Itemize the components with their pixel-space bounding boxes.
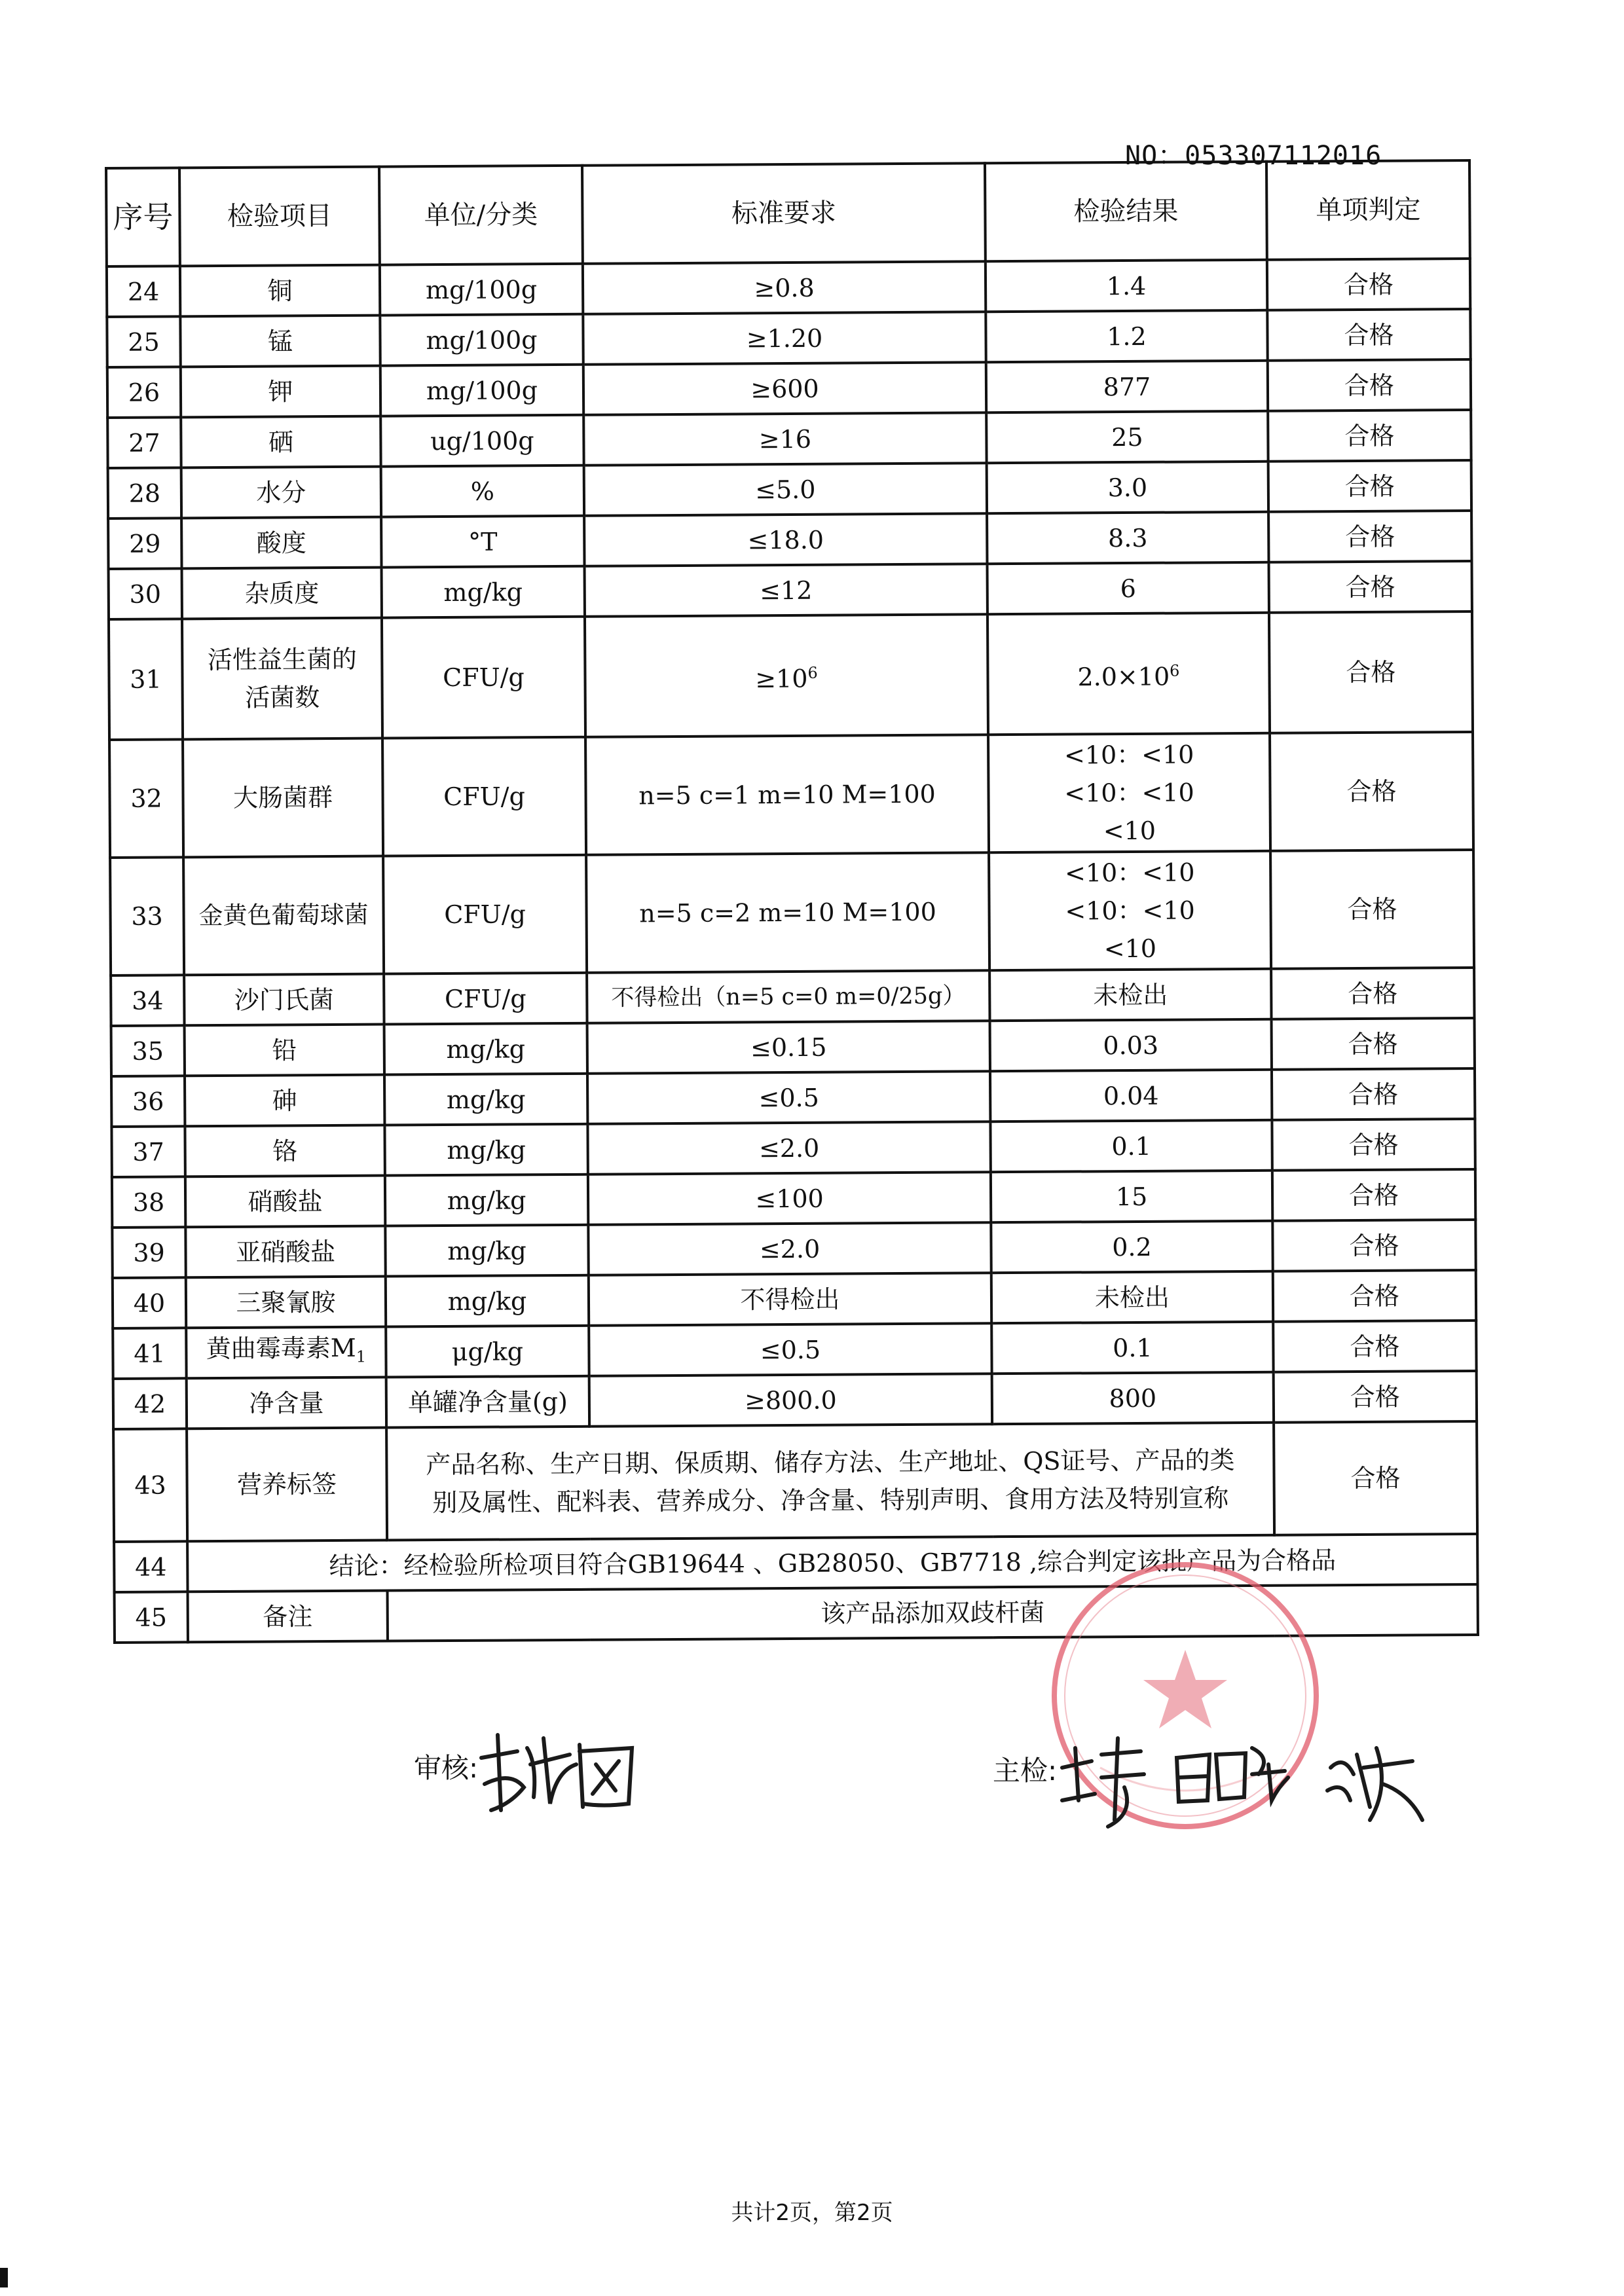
cell-requirement: ≥1.20: [583, 312, 986, 365]
cell-judgement: 合格: [1268, 410, 1471, 462]
cell-item: 三聚氰胺: [186, 1277, 386, 1328]
table-row: [109, 732, 1473, 858]
cell-seq: 30: [109, 568, 182, 619]
cell-label-content: [386, 1423, 1274, 1540]
cell-item: 大肠菌群: [183, 738, 383, 858]
cell-item: 铬: [185, 1125, 384, 1177]
cell-item: 铅: [185, 1025, 384, 1076]
cell-result: 0.2: [991, 1221, 1272, 1273]
header-item: 检验项目: [179, 167, 380, 266]
cell-seq: 34: [111, 975, 184, 1026]
cell-requirement: ≥600: [583, 362, 986, 415]
cell-unit: CFU/g: [384, 973, 587, 1025]
cell-seq: 26: [107, 367, 181, 418]
inspector-label: 主检:: [993, 1755, 1058, 1787]
cell-requirement: n=5 c=2 m=10 M=100: [586, 852, 989, 973]
cell-seq: 27: [107, 417, 181, 468]
table-row: [111, 1068, 1475, 1127]
cell-result: 3.0: [987, 462, 1268, 513]
cell-result: [988, 733, 1270, 852]
cell-unit: CFU/g: [383, 855, 587, 974]
cell-result: 未检出: [991, 1271, 1273, 1323]
cell-judgement: 合格: [1270, 850, 1474, 969]
table-header-row: [106, 160, 1470, 266]
cell-unit: mg/kg: [384, 1023, 587, 1075]
cell-seq: 33: [110, 857, 184, 975]
result-base: 2.0×10: [1077, 661, 1170, 691]
cell-result: 6: [987, 562, 1269, 614]
cell-item: 营养标签: [187, 1428, 387, 1542]
report-number: NO：053307112016: [1125, 141, 1382, 171]
table-row: [107, 359, 1471, 418]
cell-unit: CFU/g: [382, 737, 586, 856]
requirement-exponent: 6: [807, 663, 818, 682]
cell-seq: 39: [112, 1227, 185, 1278]
table-row: [112, 1169, 1475, 1228]
result-line: <10: [1103, 816, 1156, 846]
cell-item: 水分: [181, 467, 381, 519]
cell-unit: mg/100g: [380, 314, 583, 366]
cell-result: 8.3: [987, 512, 1268, 564]
cell-unit: 单罐净含量(g): [386, 1376, 589, 1428]
cell-judgement: 合格: [1269, 561, 1472, 613]
scan-edge-mark: [0, 2268, 8, 2287]
cell-seq: 28: [108, 467, 181, 519]
cell-requirement: ≤0.15: [587, 1021, 990, 1074]
cell-item: 亚硝酸盐: [185, 1226, 385, 1278]
table-row: [107, 309, 1470, 367]
result-line: <10：<10: [1064, 858, 1195, 888]
cell-judgement: 合格: [1272, 1220, 1475, 1271]
cell-result: 15: [991, 1171, 1272, 1222]
table-row: [113, 1270, 1476, 1328]
label-content-line: 别及属性、配料表、营养成分、净含量、特别声明、食用方法及特别宣称: [432, 1484, 1229, 1518]
cell-result: 877: [986, 361, 1268, 412]
table-row: [111, 1018, 1475, 1076]
cell-judgement: 合格: [1272, 1018, 1475, 1070]
cell-result: 未检出: [989, 969, 1271, 1021]
cell-unit: mg/kg: [385, 1175, 588, 1226]
cell-item: 砷: [185, 1075, 384, 1127]
cell-judgement: 合格: [1274, 1421, 1477, 1535]
cell-seq: 45: [115, 1592, 188, 1643]
cell-item: 铜: [180, 265, 380, 317]
cell-item: 沙门氏菌: [184, 974, 384, 1026]
result-line: <10：<10: [1064, 778, 1194, 808]
cell-requirement: ≤2.0: [588, 1222, 991, 1275]
cell-seq: 31: [109, 619, 183, 740]
cell-requirement: ≤18.0: [584, 513, 987, 566]
cell-seq: 29: [108, 518, 181, 569]
cell-unit: mg/100g: [380, 264, 583, 316]
cell-item: 金黄色葡萄球菌: [183, 856, 384, 975]
cell-judgement: 合格: [1272, 1068, 1475, 1120]
cell-requirement: n=5 c=1 m=10 M=100: [585, 735, 989, 855]
cell-result: [987, 613, 1270, 735]
cell-unit: mg/kg: [384, 1074, 587, 1125]
cell-result: [989, 851, 1271, 970]
cell-requirement: ≤0.5: [587, 1071, 990, 1124]
reviewer-label: 审核:: [414, 1752, 479, 1784]
cell-requirement: ≥0.8: [583, 261, 986, 314]
cell-seq: 24: [107, 266, 180, 317]
cell-item-line: 活菌数: [245, 683, 320, 712]
cell-unit: mg/100g: [380, 365, 583, 416]
result-line: <10: [1103, 934, 1157, 964]
cell-result: 1.4: [986, 260, 1267, 312]
result-exponent: 6: [1170, 661, 1180, 680]
table-row: [109, 611, 1473, 740]
cell-unit: mg/kg: [385, 1225, 588, 1277]
cell-seq: 32: [109, 739, 183, 858]
cell-item: 备注: [188, 1591, 388, 1643]
table-row: [113, 1421, 1477, 1542]
item-subscript: 1: [356, 1347, 367, 1366]
table-row: [107, 410, 1471, 468]
cell-unit: CFU/g: [382, 617, 585, 738]
cell-unit: mg/kg: [386, 1275, 589, 1327]
header-judgement: 单项判定: [1266, 160, 1470, 260]
cell-unit: mg/kg: [382, 566, 585, 618]
cell-unit: %: [381, 465, 584, 517]
cell-requirement: 不得检出: [589, 1273, 991, 1326]
cell-unit: μg/kg: [386, 1326, 589, 1377]
table-row: [113, 1321, 1476, 1379]
cell-item: 锰: [180, 316, 380, 367]
cell-item: 杂质度: [182, 568, 382, 619]
cell-judgement: 合格: [1269, 611, 1473, 733]
cell-result: 0.1: [991, 1322, 1273, 1374]
cell-judgement: 合格: [1272, 1169, 1475, 1221]
table-row: [113, 1371, 1477, 1429]
cell-unit: °T: [381, 516, 584, 568]
cell-judgement: 合格: [1268, 460, 1471, 512]
cell-seq: 36: [111, 1076, 185, 1127]
cell-seq: 42: [113, 1378, 187, 1429]
cell-seq: 25: [107, 316, 180, 367]
header-result: 检验结果: [985, 162, 1267, 261]
cell-item: [186, 1327, 386, 1379]
cell-seq: 37: [111, 1126, 185, 1177]
requirement-base: ≥10: [755, 664, 808, 693]
cell-requirement: ≤12: [585, 564, 987, 617]
inspection-results-table: [105, 159, 1479, 1644]
header-unit: 单位/分类: [379, 166, 583, 265]
cell-result: 0.04: [990, 1070, 1272, 1121]
label-content-line: 产品名称、生产日期、保质期、储存方法、生产地址、QS证号、产品的类: [426, 1446, 1235, 1480]
page-footer: 共计2页，第2页: [731, 2200, 893, 2226]
cell-seq: 35: [111, 1025, 185, 1076]
cell-judgement: 合格: [1274, 1371, 1477, 1423]
cell-judgement: 合格: [1267, 259, 1470, 310]
result-line: <10：<10: [1063, 740, 1194, 770]
table-row: [109, 561, 1472, 619]
cell-judgement: 合格: [1270, 732, 1473, 851]
cell-result: 25: [986, 411, 1268, 463]
table-row: [110, 850, 1474, 975]
cell-item: 钾: [181, 366, 380, 418]
cell-unit: ug/100g: [380, 415, 583, 467]
cell-requirement: ≤100: [588, 1172, 991, 1225]
cell-judgement: 合格: [1272, 1119, 1475, 1171]
cell-requirement: ≥800.0: [589, 1374, 992, 1427]
cell-seq: 44: [114, 1541, 187, 1592]
cell-requirement: ≤0.5: [589, 1323, 991, 1376]
cell-judgement: 合格: [1271, 968, 1474, 1019]
inspector-signatures: [1056, 1728, 1435, 1833]
cell-item: 硒: [181, 416, 380, 468]
cell-requirement: 不得检出（n=5 c=0 m=0/25g）: [587, 970, 989, 1023]
cell-judgement: 合格: [1267, 309, 1470, 361]
table-row: [111, 968, 1474, 1026]
cell-judgement: 合格: [1273, 1321, 1476, 1372]
cell-seq: 40: [113, 1277, 186, 1328]
cell-judgement: 合格: [1273, 1270, 1476, 1322]
cell-item: 净含量: [187, 1377, 386, 1429]
cell-requirement: ≥16: [583, 412, 986, 465]
cell-requirement: [585, 614, 988, 737]
cell-unit: mg/kg: [384, 1124, 587, 1176]
cell-result: 800: [992, 1372, 1274, 1424]
cell-result: 0.03: [990, 1019, 1272, 1071]
cell-seq: 38: [112, 1176, 185, 1228]
item-base: 黄曲霉毒素M: [206, 1333, 356, 1363]
cell-seq: 41: [113, 1328, 186, 1379]
cell-requirement: ≤5.0: [584, 463, 987, 516]
cell-remark: 该产品添加双歧杆菌: [388, 1584, 1478, 1641]
cell-result: 0.1: [990, 1120, 1272, 1172]
cell-requirement: ≤2.0: [587, 1121, 990, 1175]
cell-result: 1.2: [986, 310, 1267, 362]
reviewer-signature: [471, 1725, 648, 1823]
header-requirement: 标准要求: [582, 163, 986, 264]
table-row: [112, 1220, 1475, 1278]
cell-conclusion: 结论：经检验所检项目符合GB19644 、GB28050、GB7718 ,综合判定该批产品为合格品: [187, 1534, 1477, 1592]
cell-judgement: 合格: [1268, 511, 1471, 562]
table-row: [107, 259, 1470, 317]
cell-item: [182, 618, 382, 740]
cell-seq: 43: [113, 1429, 187, 1542]
cell-item: 硝酸盐: [185, 1176, 385, 1228]
table-row: [108, 511, 1471, 569]
result-line: <10：<10: [1065, 896, 1195, 926]
header-seq: 序号: [106, 168, 180, 266]
table-row: [108, 460, 1471, 519]
cell-judgement: 合格: [1268, 359, 1471, 411]
table-row: [111, 1119, 1475, 1177]
cell-item: 酸度: [181, 517, 381, 569]
cell-item-line: 活性益生菌的: [207, 644, 357, 675]
